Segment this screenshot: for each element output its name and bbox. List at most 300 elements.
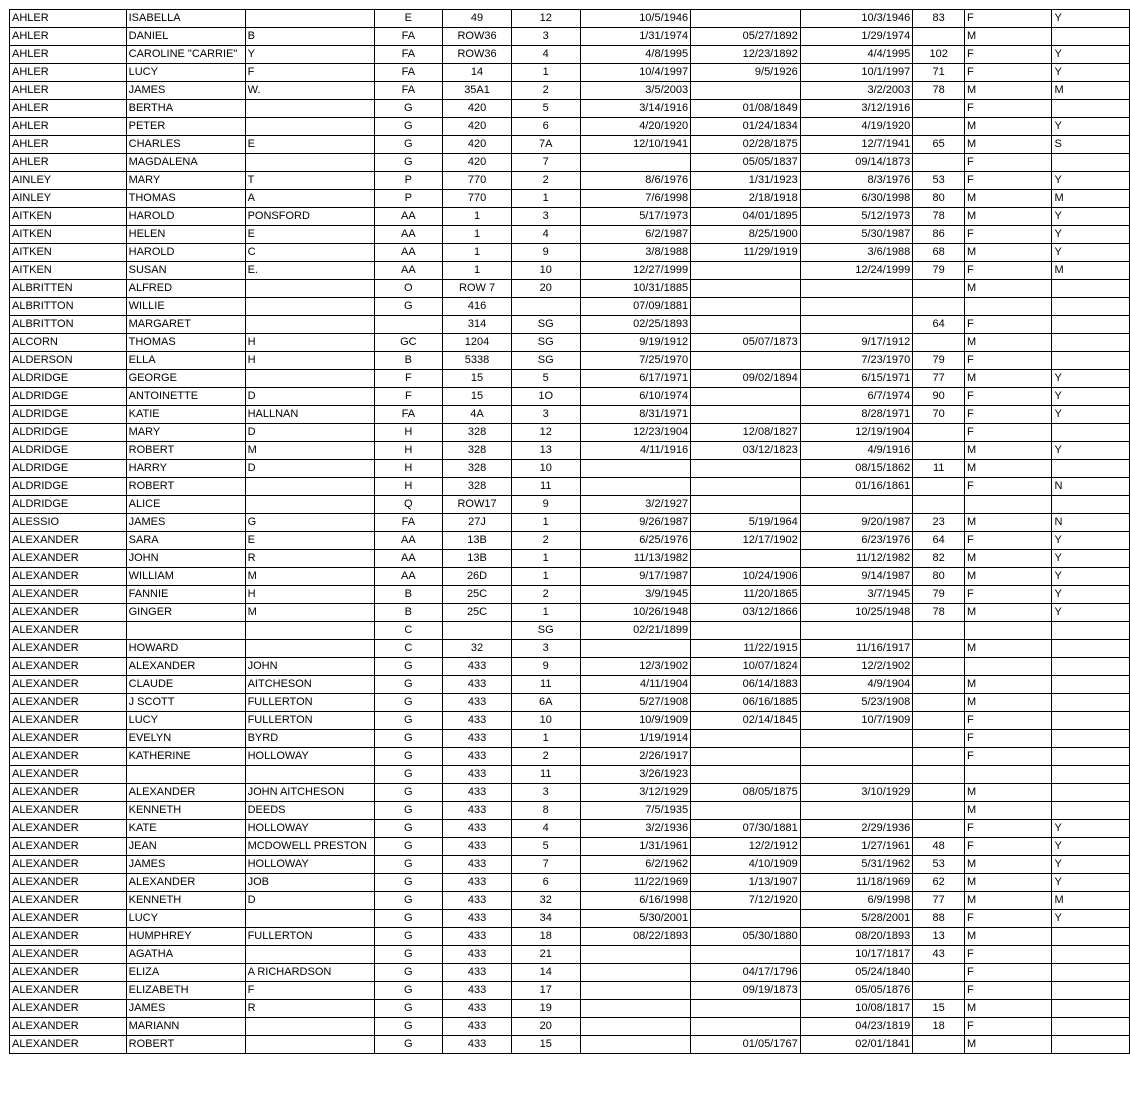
- cell-middle: JOB: [245, 874, 374, 892]
- cell-middle: Y: [245, 46, 374, 64]
- cell-grave: 9: [511, 658, 580, 676]
- table-row: [10, 352, 1130, 370]
- cell-birth_date: 07/30/1881: [691, 820, 801, 838]
- cell-veteran: Y: [1052, 586, 1130, 604]
- cell-middle: D: [245, 388, 374, 406]
- cell-section: G: [374, 928, 443, 946]
- cell-veteran: N: [1052, 478, 1130, 496]
- cell-last: ALDRIDGE: [10, 406, 127, 424]
- cell-veteran: Y: [1052, 568, 1130, 586]
- cell-death_date: [800, 298, 913, 316]
- cell-lot: 49: [443, 10, 512, 28]
- cell-last: ALEXANDER: [10, 1018, 127, 1036]
- cell-sex: F: [965, 748, 1052, 766]
- cell-last: ALEXANDER: [10, 694, 127, 712]
- cell-last: ALEXANDER: [10, 748, 127, 766]
- cell-grave: 1: [511, 190, 580, 208]
- cell-birth_date: 11/20/1865: [691, 586, 801, 604]
- cell-birth_date: [691, 622, 801, 640]
- cell-lot: 25C: [443, 604, 512, 622]
- cell-section: G: [374, 298, 443, 316]
- cell-lot: 433: [443, 784, 512, 802]
- cell-death_date: 01/16/1861: [800, 478, 913, 496]
- cell-section: G: [374, 766, 443, 784]
- cell-section: G: [374, 136, 443, 154]
- cell-lot: 5338: [443, 352, 512, 370]
- cell-first: JAMES: [126, 82, 245, 100]
- cell-veteran: [1052, 460, 1130, 478]
- cell-middle: F: [245, 982, 374, 1000]
- cell-burial_date: 4/20/1920: [580, 118, 691, 136]
- cell-section: G: [374, 1000, 443, 1018]
- cell-veteran: [1052, 982, 1130, 1000]
- cell-lot: 433: [443, 712, 512, 730]
- cell-lot: 770: [443, 190, 512, 208]
- cell-age: [913, 28, 965, 46]
- cell-first: ELLA: [126, 352, 245, 370]
- cell-middle: D: [245, 460, 374, 478]
- cell-lot: 1: [443, 226, 512, 244]
- cell-first: KENNETH: [126, 802, 245, 820]
- cell-death_date: 9/14/1987: [800, 568, 913, 586]
- cell-birth_date: [691, 748, 801, 766]
- cell-last: ALEXANDER: [10, 730, 127, 748]
- cell-birth_date: 03/12/1866: [691, 604, 801, 622]
- cell-grave: 7A: [511, 136, 580, 154]
- table-row: [10, 478, 1130, 496]
- cell-middle: [245, 910, 374, 928]
- cell-lot: 433: [443, 838, 512, 856]
- cell-lot: 420: [443, 136, 512, 154]
- table-row: [10, 712, 1130, 730]
- cell-veteran: [1052, 802, 1130, 820]
- cell-sex: F: [965, 1018, 1052, 1036]
- cell-lot: 770: [443, 172, 512, 190]
- cell-veteran: [1052, 622, 1130, 640]
- cell-birth_date: 10/07/1824: [691, 658, 801, 676]
- cell-lot: 433: [443, 856, 512, 874]
- cell-burial_date: [580, 964, 691, 982]
- cell-last: AITKEN: [10, 208, 127, 226]
- cell-last: AHLER: [10, 100, 127, 118]
- cell-middle: [245, 280, 374, 298]
- cell-birth_date: 05/30/1880: [691, 928, 801, 946]
- cell-middle: [245, 10, 374, 28]
- cell-section: G: [374, 694, 443, 712]
- cell-burial_date: 12/3/1902: [580, 658, 691, 676]
- cell-sex: F: [965, 946, 1052, 964]
- cell-death_date: 11/18/1969: [800, 874, 913, 892]
- cell-section: [374, 316, 443, 334]
- cell-middle: BYRD: [245, 730, 374, 748]
- cell-grave: 2: [511, 586, 580, 604]
- cell-age: [913, 730, 965, 748]
- cell-section: FA: [374, 514, 443, 532]
- cell-grave: 7: [511, 856, 580, 874]
- cell-death_date: 5/31/1962: [800, 856, 913, 874]
- cell-veteran: S: [1052, 136, 1130, 154]
- cell-section: B: [374, 586, 443, 604]
- table-row: [10, 262, 1130, 280]
- cell-death_date: 8/3/1976: [800, 172, 913, 190]
- cell-middle: [245, 118, 374, 136]
- cell-birth_date: 08/05/1875: [691, 784, 801, 802]
- cell-veteran: M: [1052, 262, 1130, 280]
- cell-death_date: 02/01/1841: [800, 1036, 913, 1054]
- table-row: [10, 892, 1130, 910]
- cell-last: ALDRIDGE: [10, 460, 127, 478]
- cell-grave: 4: [511, 46, 580, 64]
- cell-last: ALDRIDGE: [10, 424, 127, 442]
- cell-age: [913, 964, 965, 982]
- cell-death_date: 08/15/1862: [800, 460, 913, 478]
- cell-last: AHLER: [10, 64, 127, 82]
- cell-middle: C: [245, 244, 374, 262]
- cell-first: THOMAS: [126, 334, 245, 352]
- cell-birth_date: [691, 298, 801, 316]
- cell-veteran: [1052, 1036, 1130, 1054]
- table-row: [10, 676, 1130, 694]
- cell-death_date: 4/4/1995: [800, 46, 913, 64]
- table-row: [10, 532, 1130, 550]
- cell-burial_date: 5/17/1973: [580, 208, 691, 226]
- cell-age: 79: [913, 262, 965, 280]
- cell-death_date: 6/9/1998: [800, 892, 913, 910]
- cell-lot: 433: [443, 748, 512, 766]
- cell-burial_date: 07/09/1881: [580, 298, 691, 316]
- cell-first: JAMES: [126, 856, 245, 874]
- table-row: [10, 748, 1130, 766]
- cell-first: HARRY: [126, 460, 245, 478]
- cell-birth_date: [691, 1000, 801, 1018]
- cell-grave: 3: [511, 208, 580, 226]
- cell-veteran: Y: [1052, 910, 1130, 928]
- cell-grave: 1: [511, 64, 580, 82]
- cell-sex: [965, 298, 1052, 316]
- cell-section: G: [374, 676, 443, 694]
- cell-sex: M: [965, 136, 1052, 154]
- cell-birth_date: 2/18/1918: [691, 190, 801, 208]
- cell-section: H: [374, 478, 443, 496]
- cell-middle: H: [245, 334, 374, 352]
- cell-middle: HOLLOWAY: [245, 820, 374, 838]
- cell-sex: M: [965, 442, 1052, 460]
- cell-birth_date: 04/17/1796: [691, 964, 801, 982]
- cell-sex: M: [965, 892, 1052, 910]
- cell-first: ALICE: [126, 496, 245, 514]
- cell-first: HELEN: [126, 226, 245, 244]
- cell-last: ALEXANDER: [10, 856, 127, 874]
- cell-death_date: 05/24/1840: [800, 964, 913, 982]
- cell-section: O: [374, 280, 443, 298]
- table-row: [10, 568, 1130, 586]
- cell-lot: 26D: [443, 568, 512, 586]
- cell-veteran: [1052, 766, 1130, 784]
- cell-death_date: 4/9/1904: [800, 676, 913, 694]
- cell-birth_date: [691, 388, 801, 406]
- cell-birth_date: 9/5/1926: [691, 64, 801, 82]
- cell-sex: M: [965, 118, 1052, 136]
- cell-death_date: 6/15/1971: [800, 370, 913, 388]
- cell-veteran: [1052, 730, 1130, 748]
- table-row: [10, 28, 1130, 46]
- cell-last: AHLER: [10, 82, 127, 100]
- table-row: [10, 586, 1130, 604]
- table-row: [10, 46, 1130, 64]
- cell-burial_date: 3/14/1916: [580, 100, 691, 118]
- cell-birth_date: [691, 802, 801, 820]
- cell-lot: [443, 622, 512, 640]
- cell-age: 80: [913, 190, 965, 208]
- cell-death_date: [800, 730, 913, 748]
- cell-first: BERTHA: [126, 100, 245, 118]
- cell-first: FANNIE: [126, 586, 245, 604]
- table-row: [10, 910, 1130, 928]
- cell-middle: FULLERTON: [245, 928, 374, 946]
- cell-middle: FULLERTON: [245, 694, 374, 712]
- cell-age: 79: [913, 586, 965, 604]
- cell-age: 23: [913, 514, 965, 532]
- table-row: [10, 460, 1130, 478]
- cell-veteran: [1052, 964, 1130, 982]
- cell-section: G: [374, 712, 443, 730]
- cell-grave: SG: [511, 622, 580, 640]
- cell-middle: JOHN AITCHESON: [245, 784, 374, 802]
- cell-veteran: [1052, 640, 1130, 658]
- cell-age: [913, 712, 965, 730]
- cell-grave: 10: [511, 712, 580, 730]
- cell-first: [126, 622, 245, 640]
- cell-first: HAROLD: [126, 208, 245, 226]
- cell-first: JAMES: [126, 514, 245, 532]
- cell-grave: 19: [511, 1000, 580, 1018]
- cell-burial_date: 1/31/1961: [580, 838, 691, 856]
- cell-death_date: 6/23/1976: [800, 532, 913, 550]
- cell-middle: D: [245, 892, 374, 910]
- cell-lot: 433: [443, 802, 512, 820]
- cell-sex: M: [965, 676, 1052, 694]
- cell-sex: M: [965, 874, 1052, 892]
- cell-death_date: 5/30/1987: [800, 226, 913, 244]
- cell-death_date: 11/16/1917: [800, 640, 913, 658]
- cell-sex: M: [965, 190, 1052, 208]
- cell-birth_date: 4/10/1909: [691, 856, 801, 874]
- cell-veteran: Y: [1052, 208, 1130, 226]
- cell-birth_date: [691, 478, 801, 496]
- cell-veteran: Y: [1052, 118, 1130, 136]
- cell-first: MAGDALENA: [126, 154, 245, 172]
- cell-section: G: [374, 730, 443, 748]
- cell-last: ALEXANDER: [10, 928, 127, 946]
- cell-burial_date: 9/26/1987: [580, 514, 691, 532]
- cell-age: 18: [913, 1018, 965, 1036]
- cell-age: [913, 658, 965, 676]
- cell-grave: 2: [511, 172, 580, 190]
- cell-first: CHARLES: [126, 136, 245, 154]
- cell-last: ALEXANDER: [10, 874, 127, 892]
- cell-veteran: Y: [1052, 370, 1130, 388]
- cell-death_date: 10/7/1909: [800, 712, 913, 730]
- cell-grave: 4: [511, 226, 580, 244]
- cell-lot: 420: [443, 154, 512, 172]
- cell-first: THOMAS: [126, 190, 245, 208]
- cell-sex: [965, 496, 1052, 514]
- cell-grave: 34: [511, 910, 580, 928]
- cell-birth_date: 02/28/1875: [691, 136, 801, 154]
- cell-death_date: 4/9/1916: [800, 442, 913, 460]
- cell-grave: 12: [511, 10, 580, 28]
- cell-sex: F: [965, 820, 1052, 838]
- table-row: [10, 154, 1130, 172]
- cell-birth_date: [691, 946, 801, 964]
- cell-middle: M: [245, 568, 374, 586]
- cell-age: [913, 820, 965, 838]
- cell-last: ALDRIDGE: [10, 496, 127, 514]
- cell-grave: 2: [511, 532, 580, 550]
- cell-first: ALFRED: [126, 280, 245, 298]
- cell-veteran: [1052, 1000, 1130, 1018]
- cell-lot: ROW 7: [443, 280, 512, 298]
- cell-lot: 1: [443, 208, 512, 226]
- table-row: [10, 928, 1130, 946]
- cell-veteran: Y: [1052, 856, 1130, 874]
- cell-age: 102: [913, 46, 965, 64]
- cell-section: C: [374, 640, 443, 658]
- cell-section: AA: [374, 262, 443, 280]
- cell-sex: F: [965, 64, 1052, 82]
- cell-grave: 4: [511, 820, 580, 838]
- cell-grave: 12: [511, 424, 580, 442]
- cell-section: G: [374, 748, 443, 766]
- cell-first: CAROLINE "CARRIE": [126, 46, 245, 64]
- cell-burial_date: [580, 1036, 691, 1054]
- cell-veteran: [1052, 712, 1130, 730]
- cell-age: [913, 478, 965, 496]
- cell-section: H: [374, 442, 443, 460]
- cell-middle: AITCHESON: [245, 676, 374, 694]
- cell-first: DANIEL: [126, 28, 245, 46]
- cell-last: ALEXANDER: [10, 712, 127, 730]
- cell-burial_date: 3/9/1945: [580, 586, 691, 604]
- cell-section: Q: [374, 496, 443, 514]
- cell-section: AA: [374, 568, 443, 586]
- cell-first: MARY: [126, 424, 245, 442]
- cell-burial_date: 6/2/1987: [580, 226, 691, 244]
- cell-death_date: [800, 766, 913, 784]
- cell-burial_date: 7/5/1935: [580, 802, 691, 820]
- cell-last: ALEXANDER: [10, 550, 127, 568]
- cell-section: G: [374, 982, 443, 1000]
- cell-middle: W.: [245, 82, 374, 100]
- cell-sex: F: [965, 838, 1052, 856]
- cell-middle: [245, 316, 374, 334]
- cell-birth_date: 09/02/1894: [691, 370, 801, 388]
- cell-age: 78: [913, 82, 965, 100]
- cell-lot: 433: [443, 964, 512, 982]
- cell-death_date: 9/17/1912: [800, 334, 913, 352]
- cell-section: G: [374, 856, 443, 874]
- cell-death_date: 6/7/1974: [800, 388, 913, 406]
- cell-lot: 328: [443, 424, 512, 442]
- cell-burial_date: 11/22/1969: [580, 874, 691, 892]
- table-row: [10, 658, 1130, 676]
- cell-section: AA: [374, 550, 443, 568]
- cell-age: [913, 694, 965, 712]
- cell-age: [913, 622, 965, 640]
- cell-section: G: [374, 1036, 443, 1054]
- cell-sex: [965, 766, 1052, 784]
- cell-first: [126, 766, 245, 784]
- table-row: [10, 694, 1130, 712]
- cell-sex: [965, 622, 1052, 640]
- cell-burial_date: 5/30/2001: [580, 910, 691, 928]
- cell-last: AINLEY: [10, 190, 127, 208]
- cell-sex: F: [965, 46, 1052, 64]
- cell-age: [913, 676, 965, 694]
- cell-burial_date: 10/4/1997: [580, 64, 691, 82]
- cell-death_date: [800, 316, 913, 334]
- cell-sex: F: [965, 712, 1052, 730]
- cell-birth_date: [691, 496, 801, 514]
- table-row: [10, 82, 1130, 100]
- cell-first: CLAUDE: [126, 676, 245, 694]
- cell-lot: 27J: [443, 514, 512, 532]
- cell-last: AITKEN: [10, 226, 127, 244]
- cell-last: ALEXANDER: [10, 1000, 127, 1018]
- cell-burial_date: 4/8/1995: [580, 46, 691, 64]
- cell-death_date: [800, 622, 913, 640]
- table-row: [10, 1036, 1130, 1054]
- cell-first: EVELYN: [126, 730, 245, 748]
- cell-birth_date: 06/14/1883: [691, 676, 801, 694]
- cell-first: SARA: [126, 532, 245, 550]
- cell-lot: 4A: [443, 406, 512, 424]
- cell-middle: H: [245, 586, 374, 604]
- cell-grave: 3: [511, 784, 580, 802]
- cell-burial_date: 2/26/1917: [580, 748, 691, 766]
- cell-first: ALEXANDER: [126, 658, 245, 676]
- cell-lot: 328: [443, 478, 512, 496]
- cell-first: HOWARD: [126, 640, 245, 658]
- table-row: [10, 820, 1130, 838]
- cell-grave: 6A: [511, 694, 580, 712]
- cell-lot: ROW36: [443, 46, 512, 64]
- cell-first: KATE: [126, 820, 245, 838]
- cell-death_date: 10/3/1946: [800, 10, 913, 28]
- cell-age: [913, 154, 965, 172]
- cell-birth_date: 11/22/1915: [691, 640, 801, 658]
- cell-sex: M: [965, 604, 1052, 622]
- cell-death_date: 10/17/1817: [800, 946, 913, 964]
- cell-sex: M: [965, 82, 1052, 100]
- table-row: [10, 982, 1130, 1000]
- cell-burial_date: 02/25/1893: [580, 316, 691, 334]
- cell-last: ALEXANDER: [10, 532, 127, 550]
- cell-burial_date: 02/21/1899: [580, 622, 691, 640]
- cell-first: LUCY: [126, 64, 245, 82]
- table-row: [10, 298, 1130, 316]
- table-row: [10, 136, 1130, 154]
- cell-lot: 433: [443, 1018, 512, 1036]
- cell-section: G: [374, 118, 443, 136]
- cell-death_date: 5/12/1973: [800, 208, 913, 226]
- cell-section: AA: [374, 208, 443, 226]
- cell-veteran: Y: [1052, 532, 1130, 550]
- cell-burial_date: 3/12/1929: [580, 784, 691, 802]
- cell-lot: 25C: [443, 586, 512, 604]
- cell-last: ALDERSON: [10, 352, 127, 370]
- cell-grave: 2: [511, 82, 580, 100]
